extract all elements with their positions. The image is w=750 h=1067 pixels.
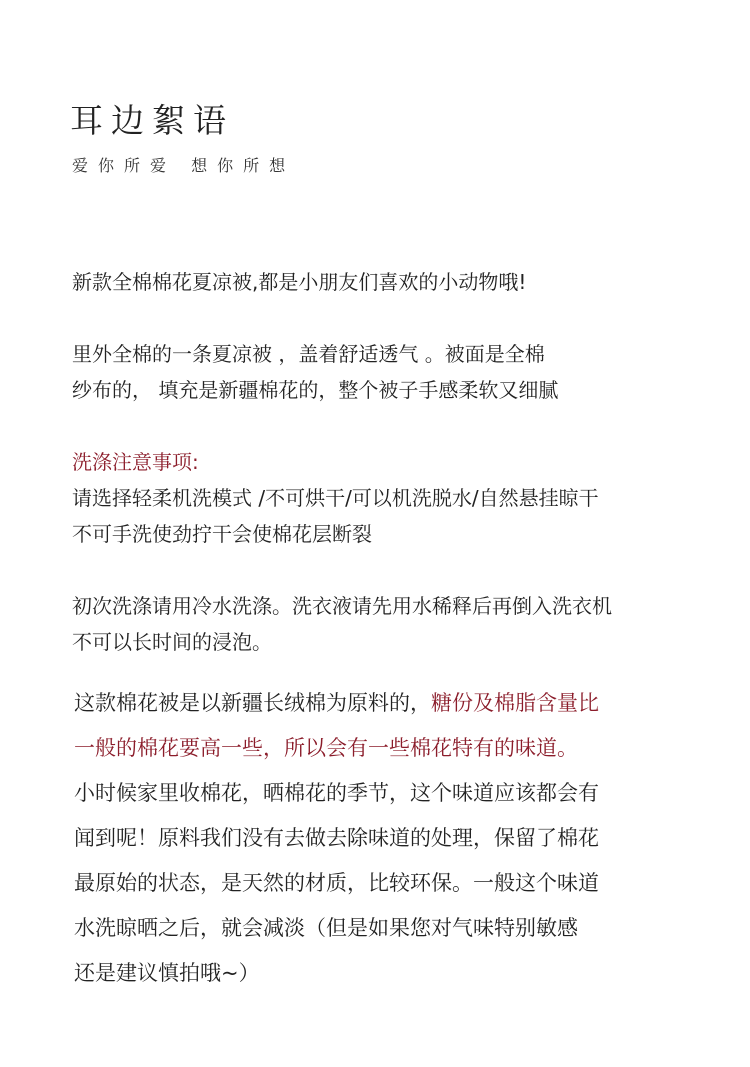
first-wash-paragraph bbox=[72, 588, 612, 660]
cotton-line-5: 最原始的状态，是天然的材质，比较环保。一般这个味道 bbox=[74, 871, 599, 895]
cotton-line-6: 水洗晾晒之后，就会减淡（但是如果您对气味特别敏感 bbox=[74, 916, 578, 940]
cotton-line-7: 还是建议慎拍哦~） bbox=[74, 961, 260, 985]
cotton-line-1-normal: 这款棉花被是以新疆长绒棉为原料的， bbox=[74, 691, 431, 715]
cotton-line-2: 一般的棉花要高一些，所以会有一些棉花特有的味道。 bbox=[74, 736, 578, 760]
brand-title: 耳边絮语 bbox=[70, 101, 234, 140]
cotton-line-1 bbox=[74, 681, 599, 726]
intro-paragraph bbox=[72, 264, 526, 300]
intro-line: 新款全棉棉花夏凉被,都是小朋友们喜欢的小动物哦! bbox=[72, 270, 527, 294]
material-line-1: 里外全棉的一条夏凉被 ，盖着舒适透气 。被面是全棉 bbox=[72, 342, 545, 366]
cotton-line-4: 闻到呢！原料我们没有去做去除味道的处理，保留了棉花 bbox=[74, 826, 599, 850]
material-line-2: 纱布的， 填充是新疆棉花的，整个被子手感柔软又细腻 bbox=[72, 378, 559, 402]
washing-heading: 洗涤注意事项: bbox=[72, 450, 199, 474]
washing-line-2: 不可手洗使劲拧干会使棉花层断裂 bbox=[72, 522, 372, 546]
cotton-line-3: 小时候家里收棉花，晒棉花的季节，这个味道应该都会有 bbox=[74, 781, 599, 805]
brand-slogan: 爱你所爱 想你所想 bbox=[72, 156, 296, 175]
first-wash-line-1: 初次洗涤请用冷水洗涤。洗衣液请先用水稀释后再倒入洗衣机 bbox=[72, 594, 612, 618]
washing-paragraph bbox=[72, 444, 599, 552]
cotton-line-1-accent: 糖份及棉脂含量比 bbox=[431, 691, 599, 715]
material-paragraph bbox=[72, 336, 558, 408]
cotton-paragraph bbox=[74, 681, 599, 996]
washing-line-1: 请选择轻柔机洗模式 /不可烘干/可以机洗脱水/自然悬挂晾干 bbox=[72, 486, 599, 510]
first-wash-line-2: 不可以长时间的浸泡。 bbox=[72, 630, 272, 654]
